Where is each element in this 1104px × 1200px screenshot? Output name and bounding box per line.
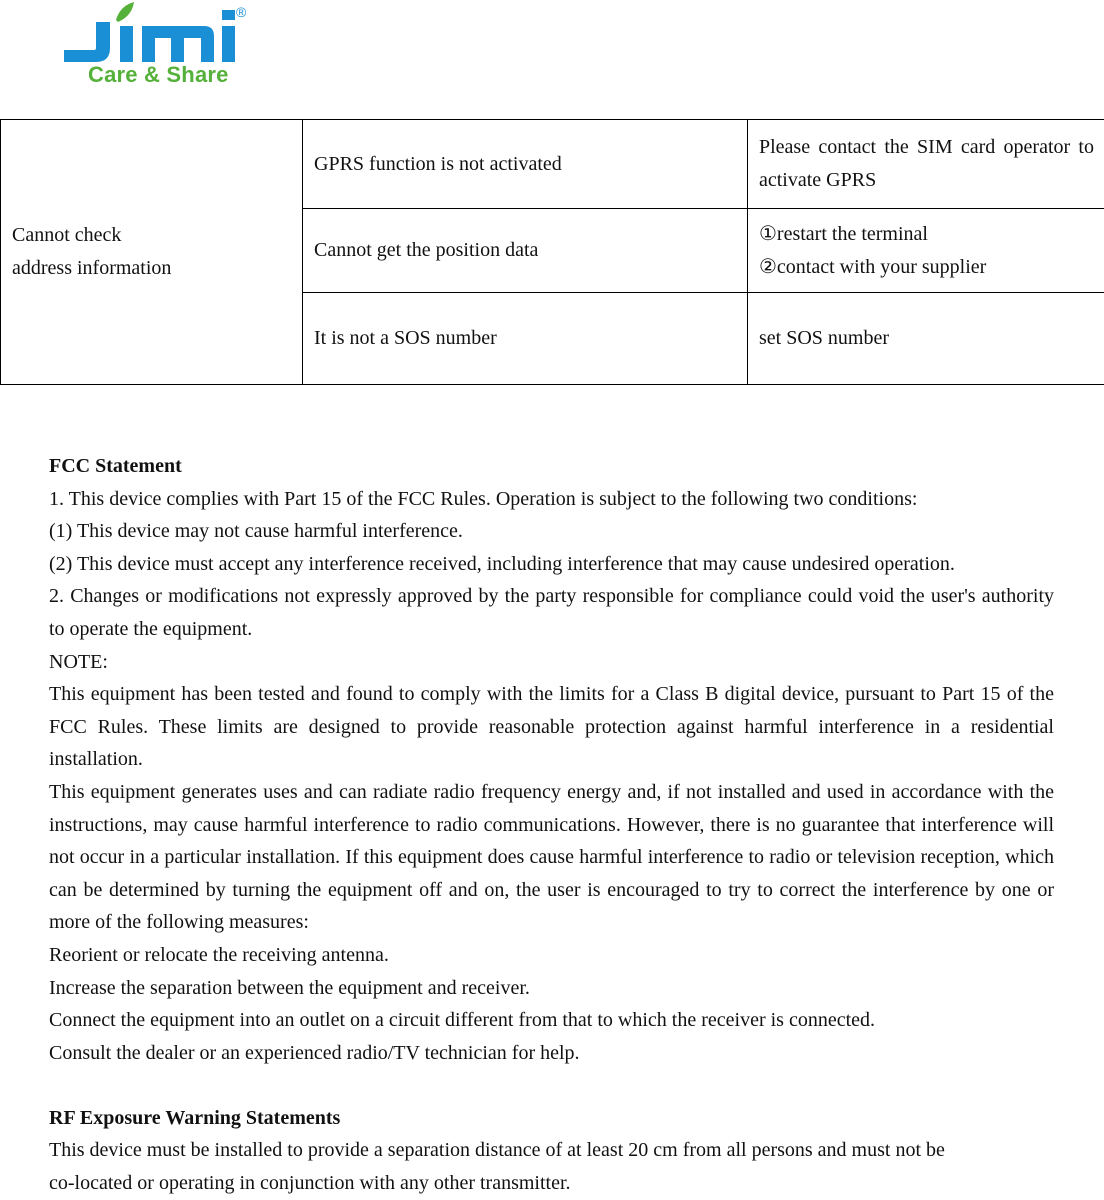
solution-cell: [748, 209, 1104, 293]
note-label: NOTE:: [49, 646, 1054, 679]
note-paragraph-2: This equipment generates uses and can radiate radio frequency energy and, if not installed and used in accordance with the instructions, may cause harmful interference to radio communications. However, there is no guarantee that interference will not occur in a particular installation. If this equipment does cause harmful interference to radio or television reception, which can be determined by turning the equipment off and on, the user is encouraged to try to correct the interference by one or more of the following measures:: [49, 776, 1054, 939]
rf-heading: RF Exposure Warning Statements: [49, 1102, 1054, 1135]
fcc-condition-2: (2) This device must accept any interference received, including interference that may cause undesired operation.: [49, 548, 1054, 581]
fcc-item-2: 2. Changes or modifications not expressly approved by the party responsible for compliance could void the user's authority to operate the equipment.: [49, 580, 1054, 645]
solution-line: ②contact with your supplier: [759, 251, 1094, 284]
note-paragraph-1: This equipment has been tested and found to comply with the limits for a Class B digital device, pursuant to Part 15 of the FCC Rules. These limits are designed to provide reasonable protection against harmful interference in a residential installation.: [49, 678, 1054, 776]
problem-line: address information: [12, 252, 292, 285]
jimi-logo-mark: [58, 0, 258, 66]
leaf-icon: [116, 2, 134, 22]
solution-line: Please contact the SIM card operator to activate GPRS: [759, 131, 1094, 197]
cause-cell: Cannot get the position data: [303, 209, 748, 293]
cause-cell: It is not a SOS number: [303, 293, 748, 385]
fcc-heading: FCC Statement: [49, 450, 1054, 483]
table-row: [1, 120, 1104, 209]
solution-line: ①restart the terminal: [759, 218, 1094, 251]
measure-item: Consult the dealer or an experienced radio/TV technician for help.: [49, 1037, 1054, 1070]
problem-cell: [1, 120, 303, 385]
rf-line: This device must be installed to provide a separation distance of at least 20 cm from all persons and must not be: [49, 1134, 1054, 1167]
rf-line: co-located or operating in conjunction with any other transmitter.: [49, 1167, 1054, 1200]
logo-tagline: Care & Share: [88, 62, 229, 88]
problem-line: Cannot check: [12, 219, 292, 252]
statement-content: [49, 450, 1054, 1200]
fcc-condition-1: (1) This device may not cause harmful interference.: [49, 515, 1054, 548]
troubleshooting-table: [0, 119, 1104, 385]
spacer: [49, 1069, 1054, 1102]
jimi-logo: [58, 0, 258, 92]
solution-line: set SOS number: [759, 322, 1094, 355]
measure-item: Reorient or relocate the receiving antenna.: [49, 939, 1054, 972]
cause-cell: GPRS function is not activated: [303, 120, 748, 209]
measure-item: Increase the separation between the equipment and receiver.: [49, 972, 1054, 1005]
solution-cell: [748, 293, 1104, 385]
fcc-item-1: 1. This device complies with Part 15 of the FCC Rules. Operation is subject to the following two conditions:: [49, 483, 1054, 516]
registered-mark: ®: [236, 4, 246, 20]
solution-cell: [748, 120, 1104, 209]
measure-item: Connect the equipment into an outlet on a circuit different from that to which the receiver is connected.: [49, 1004, 1054, 1037]
